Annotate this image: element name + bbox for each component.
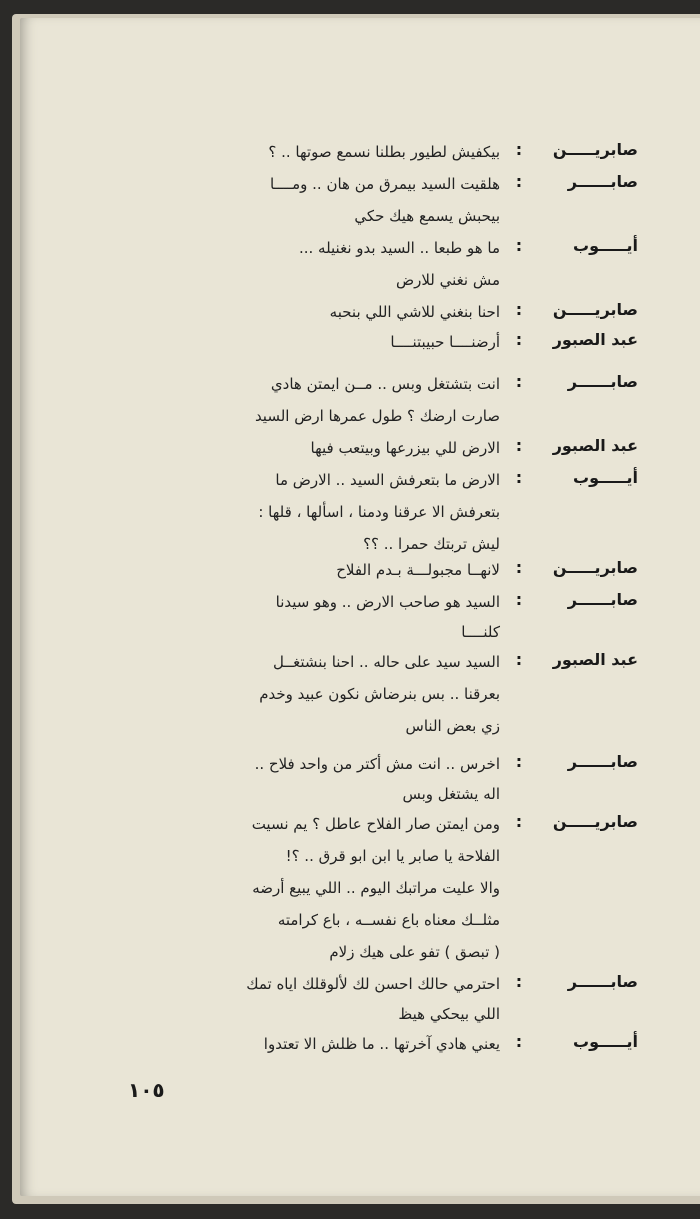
speaker-colon: : [515, 812, 523, 831]
speaker-name: صابريـــــن [552, 300, 638, 319]
page-number: ١٠٥ [128, 1078, 165, 1102]
speaker-name: صابــــــر [567, 752, 638, 771]
dialogue-text: اخرس .. انت مش أكتر من واحد فلاح .. [254, 755, 500, 773]
speaker-name: صابريـــــن [552, 140, 638, 159]
speaker-name: صابــــــر [567, 590, 638, 609]
dialogue-text: ليش تربتك حمرا .. ؟؟ [363, 535, 500, 553]
speaker-colon: : [515, 436, 523, 455]
dialogue-text: أرضنــــا حبيبتنــــا [390, 333, 500, 351]
dialogue-text: بيكفيش لطيور بطلنا نسمع صوتها .. ؟ [268, 143, 500, 161]
dialogue-text: بيحبش يسمع هيك حكي [354, 207, 500, 225]
dialogue-text: السيد سيد على حاله .. احنا بنشتغــل [272, 653, 500, 671]
speaker-colon: : [515, 172, 523, 191]
dialogue-text: بتعرفش الا عرقنا ودمنا ، اسألها ، قلها : [258, 503, 500, 521]
dialogue-text: كلنــــا [461, 623, 500, 641]
dialogue-text: زي بعض الناس [405, 717, 500, 735]
speaker-colon: : [515, 972, 523, 991]
speaker-name: عبد الصبور [552, 436, 638, 455]
dialogue-text: يعني هادي آخرتها .. ما ظلش الا تعتدوا [263, 1035, 500, 1053]
dialogue-text: الارض ما بتعرفش السيد .. الارض ما [275, 471, 500, 489]
dialogue-text: مش نغني للارض [395, 271, 500, 289]
speaker-colon: : [515, 650, 523, 669]
dialogue-text: ( تبصق ) تفو على هيك زلام [329, 943, 500, 961]
speaker-name: صابريـــــن [552, 812, 638, 831]
dialogue-text: السيد هو صاحب الارض .. وهو سيدنا [275, 593, 500, 611]
dialogue-text: ما هو طبعا .. السيد بدو نغنيله ... [298, 239, 500, 257]
dialogue-text: والا عليت مراتبك اليوم .. اللي يبيع أرضه [252, 879, 500, 897]
speaker-name: صابريـــــن [552, 558, 638, 577]
speaker-colon: : [515, 1032, 523, 1051]
dialogue-text: الفلاحة يا صابر يا ابن ابو قرق .. ؟! [285, 847, 500, 865]
dialogue-text: هلقيت السيد بيمرق من هان .. ومــــا [269, 175, 500, 193]
dialogue-text: ومن ايمتن صار الفلاح عاطل ؟ يم نسيت [251, 815, 500, 833]
dialogue-text: انت بتشتغل وبس .. مــن ايمتن هادي [270, 375, 500, 393]
speaker-colon: : [515, 752, 523, 771]
book-page [20, 18, 700, 1196]
speaker-name: أيـــــوب [573, 236, 638, 255]
dialogue-text: مثلــك معناه باع نفســه ، باع كرامته [277, 911, 500, 929]
dialogue-text: اللي بيحكي هيظ [398, 1005, 500, 1023]
dialogue-text: بعرقنا .. بس بنرضاش نكون عبيد وخدم [259, 685, 500, 703]
speaker-colon: : [515, 236, 523, 255]
dialogue-text: احنا بنغني للاشي اللي بنحبه [329, 303, 500, 321]
speaker-name: أيـــــوب [573, 468, 638, 487]
speaker-colon: : [515, 300, 523, 319]
speaker-colon: : [515, 140, 523, 159]
dialogue-text: لانهــا مجبولـــة بـدم الفلاح [336, 561, 500, 579]
speaker-colon: : [515, 372, 523, 391]
dialogue-text: اله يشتغل وبس [402, 785, 500, 803]
speaker-colon: : [515, 330, 523, 349]
dialogue-text: الارض للي بيزرعها وبيتعب فيها [310, 439, 500, 457]
dialogue-text: احترمي حالك احسن لك لألوقلك اياه تمك [246, 975, 500, 993]
speaker-name: صابــــــر [567, 372, 638, 391]
speaker-name: عبد الصبور [552, 650, 638, 669]
speaker-colon: : [515, 468, 523, 487]
speaker-colon: : [515, 590, 523, 609]
speaker-name: عبد الصبور [552, 330, 638, 349]
speaker-name: صابــــــر [567, 172, 638, 191]
speaker-name: صابــــــر [567, 972, 638, 991]
speaker-colon: : [515, 558, 523, 577]
speaker-name: أيـــــوب [573, 1032, 638, 1051]
dialogue-text: صارت ارضك ؟ طول عمرها ارض السيد [254, 407, 500, 425]
